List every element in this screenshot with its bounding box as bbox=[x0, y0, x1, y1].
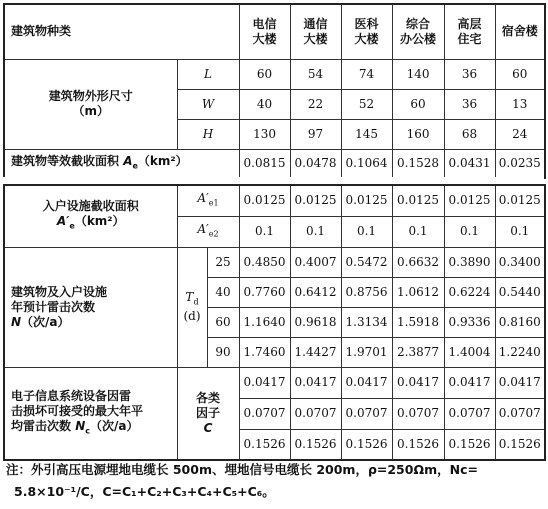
table-cell: 0.1 bbox=[392, 216, 444, 247]
table-cell: 0.5472 bbox=[341, 247, 392, 277]
entry-symbol: $A'_{e2}$ bbox=[177, 216, 239, 247]
table-cell: 0.5440 bbox=[495, 277, 545, 307]
table-cell: 1.9701 bbox=[341, 337, 392, 367]
table-cell: 0.0478 bbox=[290, 149, 341, 178]
entry-symbol: $A'_{e1}$ bbox=[177, 185, 239, 216]
table-cell: 0.9618 bbox=[290, 307, 341, 337]
table-cell: 1.3134 bbox=[341, 307, 392, 337]
table-cell: 0.0417 bbox=[392, 367, 444, 398]
entry-row bbox=[4, 185, 545, 216]
table-cell: 60 bbox=[239, 59, 290, 89]
table-cell: 0.0235 bbox=[495, 149, 545, 178]
table-cell: 13 bbox=[495, 89, 545, 119]
dimension-symbol: W bbox=[177, 89, 239, 119]
table-cell: 36 bbox=[444, 89, 495, 119]
table-cell: 2.3877 bbox=[392, 337, 444, 367]
table-cell: 54 bbox=[290, 59, 341, 89]
table-cell: 0.7760 bbox=[239, 277, 290, 307]
td-param-label: $T_d$ (d) bbox=[177, 247, 207, 367]
table-cell: 0.0125 bbox=[239, 185, 290, 216]
table-cell: 1.0612 bbox=[392, 277, 444, 307]
building-table-lower bbox=[3, 184, 546, 461]
table-cell: 0.1526 bbox=[392, 429, 444, 460]
table-cell: 0.1 bbox=[290, 216, 341, 247]
table-cell: 52 bbox=[341, 89, 392, 119]
dimension-symbol: L bbox=[177, 59, 239, 89]
table-gap bbox=[3, 177, 544, 184]
table-cell: 0.1526 bbox=[239, 429, 290, 460]
table-cell: 60 bbox=[495, 59, 545, 89]
table-cell: 0.1528 bbox=[392, 149, 444, 178]
table-cell: 0.1 bbox=[341, 216, 392, 247]
table-cell: 0.1 bbox=[444, 216, 495, 247]
table-cell: 1.2240 bbox=[495, 337, 545, 367]
dimension-symbol: H bbox=[177, 119, 239, 149]
table-cell: 130 bbox=[239, 119, 290, 149]
table-cell: 1.1640 bbox=[239, 307, 290, 337]
entry-label: 入户设施截收面积 $A'_e(km^2)$ bbox=[4, 185, 177, 247]
building-header: 宿舍楼 bbox=[495, 4, 545, 59]
table-cell: 0.0125 bbox=[341, 185, 392, 216]
factor-label: 各类 因子 C bbox=[177, 367, 239, 460]
table-cell: 0.1526 bbox=[341, 429, 392, 460]
table-note bbox=[6, 459, 544, 503]
table-cell: 160 bbox=[392, 119, 444, 149]
dimension-row-l bbox=[4, 59, 545, 89]
table-cell: 0.0417 bbox=[444, 367, 495, 398]
table-cell: 0.0707 bbox=[495, 398, 545, 429]
td-value: 40 bbox=[207, 277, 239, 307]
table-cell: 0.0417 bbox=[495, 367, 545, 398]
table-cell: 0.1 bbox=[239, 216, 290, 247]
table-cell: 0.0125 bbox=[444, 185, 495, 216]
dimensions-label: 建筑物外形尺寸 （m） bbox=[4, 59, 177, 149]
area-row bbox=[4, 149, 545, 178]
table-cell: 0.8756 bbox=[341, 277, 392, 307]
table-cell: 0.1526 bbox=[290, 429, 341, 460]
table-cell: 24 bbox=[495, 119, 545, 149]
table-cell: 0.0417 bbox=[239, 367, 290, 398]
table-cell: 0.8160 bbox=[495, 307, 545, 337]
header-row bbox=[4, 4, 545, 59]
table-cell: 0.6224 bbox=[444, 277, 495, 307]
table-cell: 0.1064 bbox=[341, 149, 392, 178]
building-header: 综合 办公楼 bbox=[392, 4, 444, 59]
td-value: 90 bbox=[207, 337, 239, 367]
table-cell: 36 bbox=[444, 59, 495, 89]
table-cell: 0.1526 bbox=[495, 429, 545, 460]
td-value: 60 bbox=[207, 307, 239, 337]
table-cell: 0.0707 bbox=[444, 398, 495, 429]
table-cell: 0.0417 bbox=[290, 367, 341, 398]
table-cell: 0.0707 bbox=[392, 398, 444, 429]
building-header: 高层 住宅 bbox=[444, 4, 495, 59]
table-cell: 74 bbox=[341, 59, 392, 89]
table-cell: 0.0125 bbox=[495, 185, 545, 216]
table-cell: 97 bbox=[290, 119, 341, 149]
table-cell: 0.0125 bbox=[392, 185, 444, 216]
table-cell: 0.0815 bbox=[239, 149, 290, 178]
table-cell: 145 bbox=[341, 119, 392, 149]
note-line-1: 注：外引高压电源埋地电缆长 500m、埋地信号电缆长 200m，ρ=250Ωm，Nc= bbox=[6, 462, 478, 477]
td-value: 25 bbox=[207, 247, 239, 277]
table-cell: 0.9336 bbox=[444, 307, 495, 337]
building-type-label: 建筑物种类 bbox=[4, 4, 239, 59]
building-table-upper bbox=[3, 3, 546, 179]
strikes-row bbox=[4, 247, 545, 277]
table-cell: 0.3890 bbox=[444, 247, 495, 277]
table-cell: 0.0125 bbox=[290, 185, 341, 216]
table-cell: 0.3400 bbox=[495, 247, 545, 277]
table-cell: 0.0707 bbox=[290, 398, 341, 429]
building-header: 通信 大楼 bbox=[290, 4, 341, 59]
table-cell: 1.5918 bbox=[392, 307, 444, 337]
table-cell: 0.4007 bbox=[290, 247, 341, 277]
table-cell: 0.0431 bbox=[444, 149, 495, 178]
table-cell: 1.7460 bbox=[239, 337, 290, 367]
table-cell: 0.0707 bbox=[341, 398, 392, 429]
building-header: 电信 大楼 bbox=[239, 4, 290, 59]
table-cell: 0.0417 bbox=[341, 367, 392, 398]
table-cell: 1.4427 bbox=[290, 337, 341, 367]
building-header: 医科 大楼 bbox=[341, 4, 392, 59]
table-cell: 0.1526 bbox=[444, 429, 495, 460]
table-cell: 40 bbox=[239, 89, 290, 119]
strikes-label: 建筑物及入户设施 年预计雷击次数 N（次/a） bbox=[4, 247, 177, 367]
table-cell: 22 bbox=[290, 89, 341, 119]
table-cell: 0.0707 bbox=[239, 398, 290, 429]
table-cell: 68 bbox=[444, 119, 495, 149]
table-cell: 0.4850 bbox=[239, 247, 290, 277]
table-cell: 60 bbox=[392, 89, 444, 119]
note-line-2: 5.8×10⁻¹/C，C=C₁+C₂+C₃+C₄+C₅+C₆。 bbox=[14, 484, 275, 499]
area-label: 建筑物等效截收面积 $A_e(km^2)$ bbox=[4, 149, 239, 178]
table-cell: 0.6412 bbox=[290, 277, 341, 307]
table-cell: 140 bbox=[392, 59, 444, 89]
table-cell: 1.4004 bbox=[444, 337, 495, 367]
accepted-row bbox=[4, 367, 545, 398]
accepted-label: 电子信息系统设备因雷 击损坏可接受的最大年平 均雷击次数 $N_c$（次/a） bbox=[4, 367, 177, 460]
table-cell: 0.6632 bbox=[392, 247, 444, 277]
table-cell: 0.1 bbox=[495, 216, 545, 247]
